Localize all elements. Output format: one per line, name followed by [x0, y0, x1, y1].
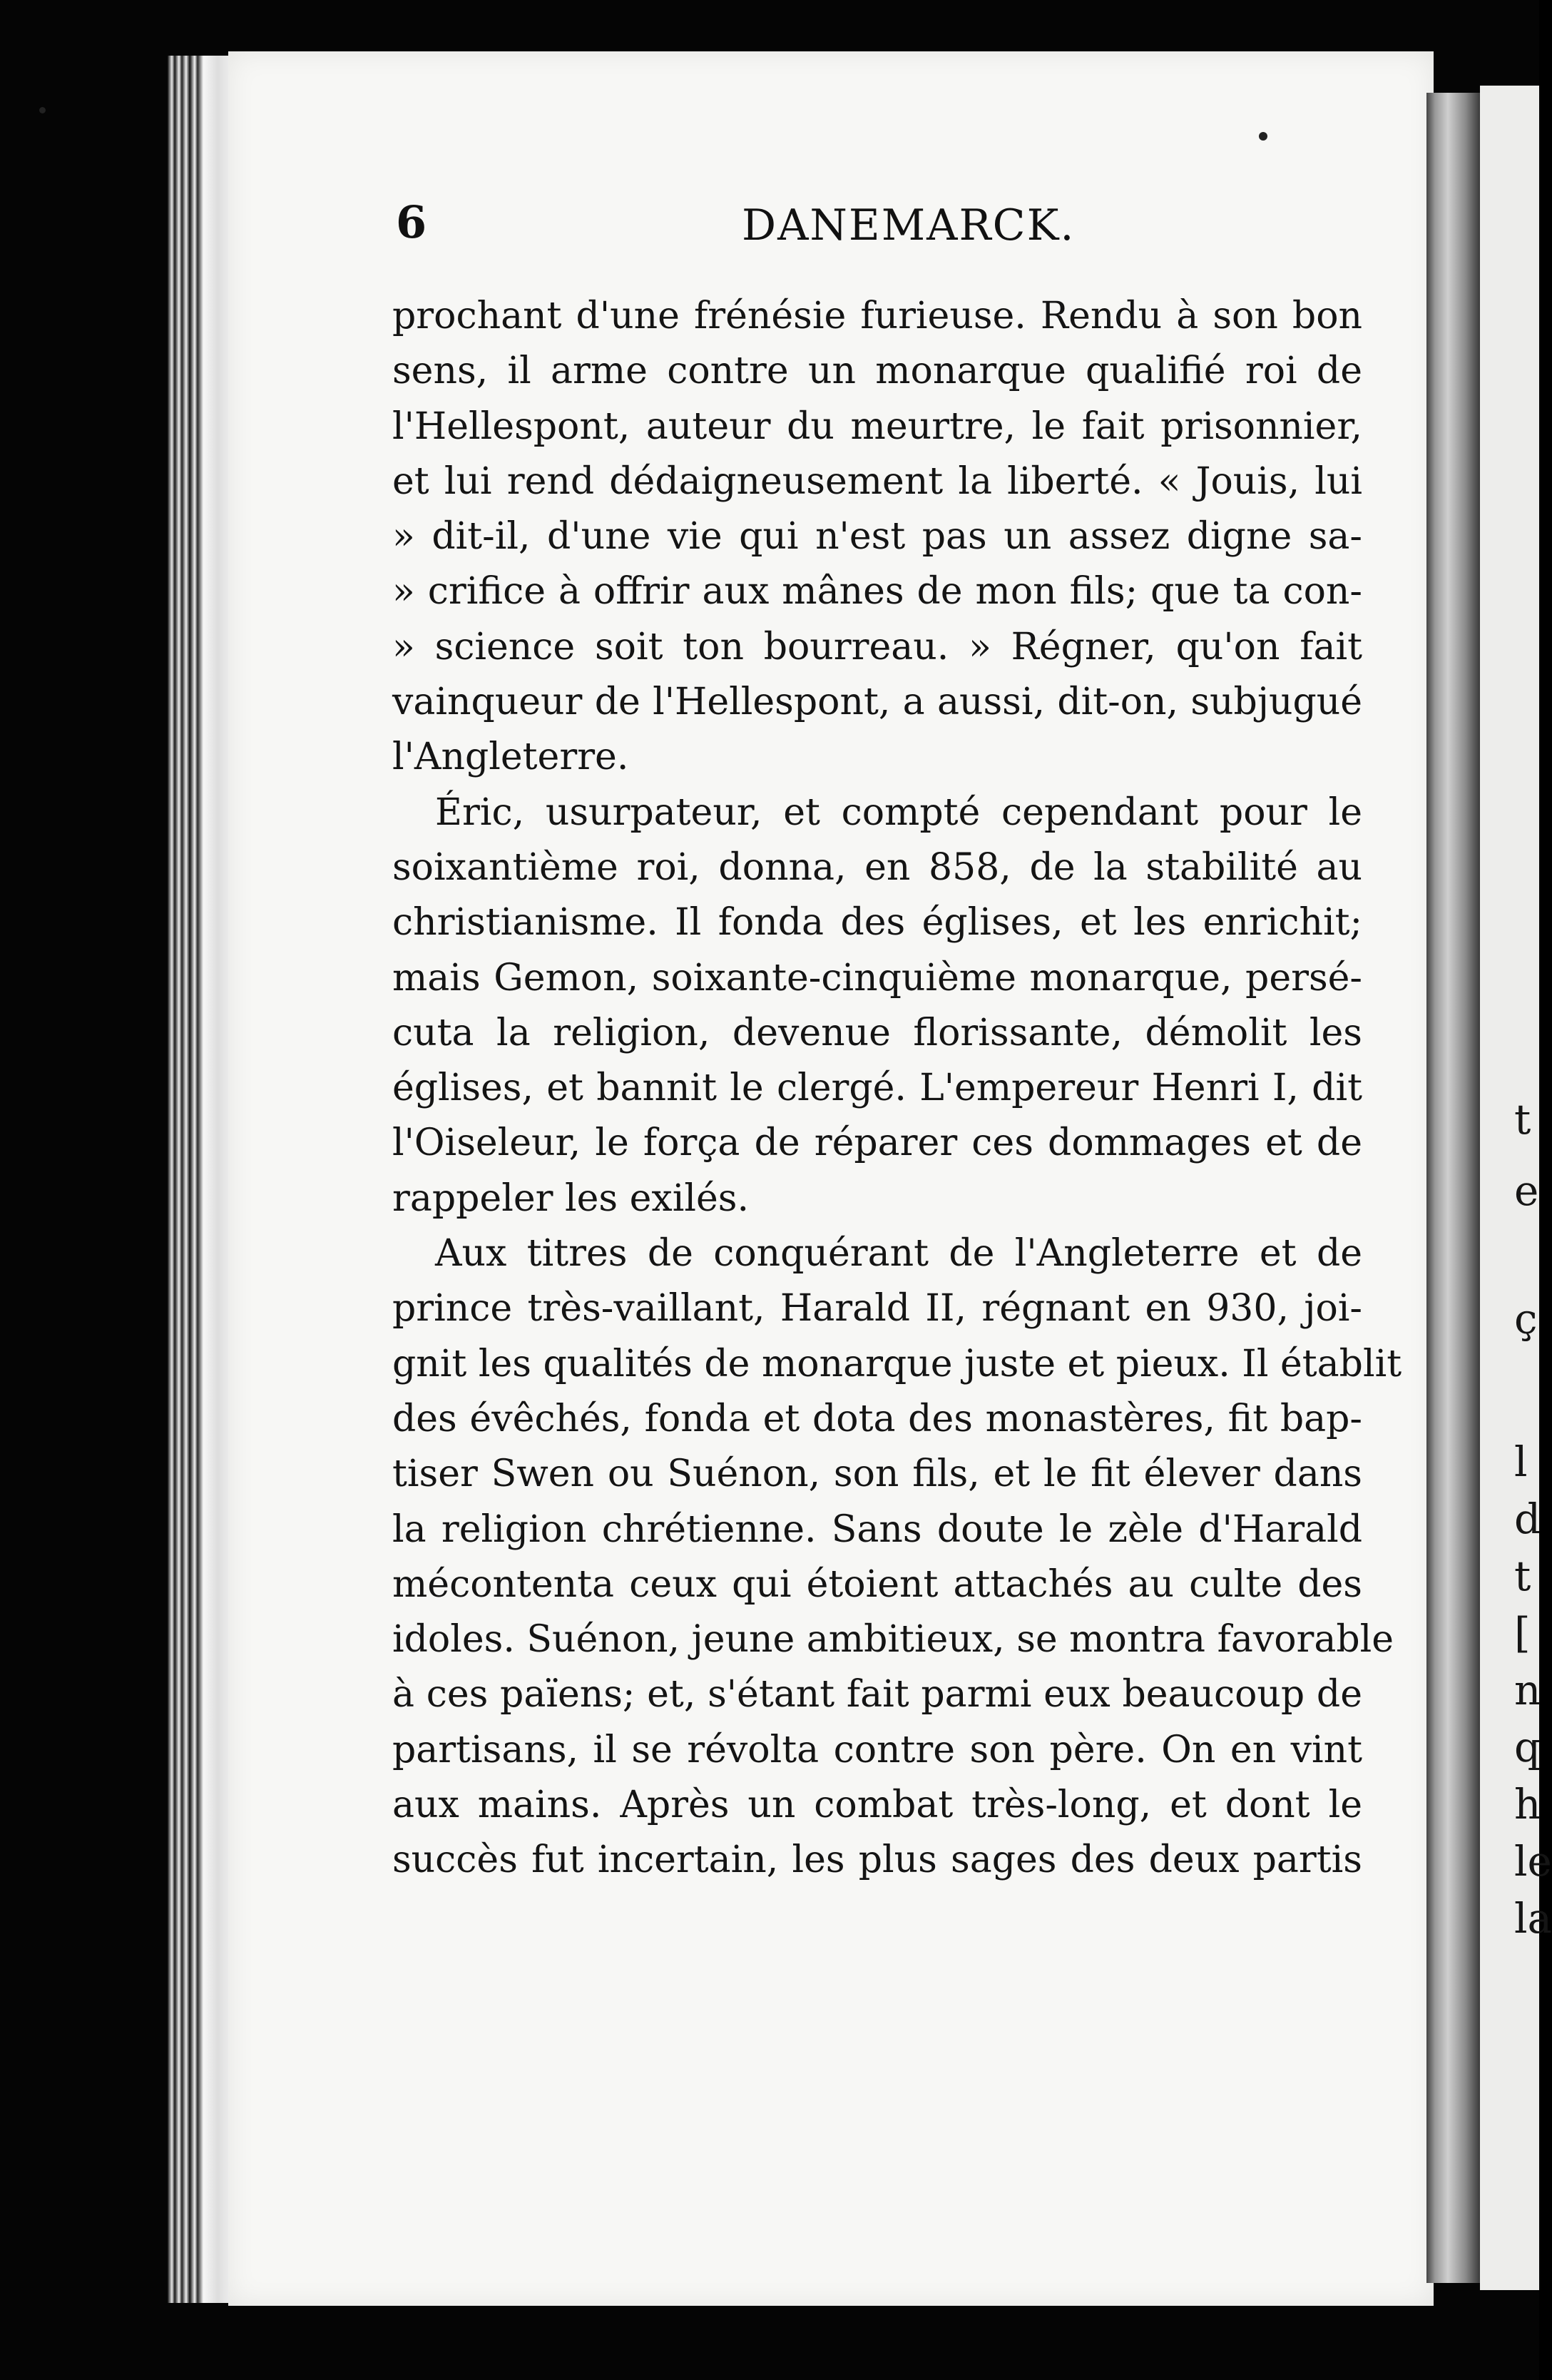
- ink-speck: [1259, 132, 1267, 141]
- body-text: [392, 289, 1402, 1888]
- facing-page-fragment: le: [1514, 1837, 1552, 1886]
- facing-page-fragment: t: [1514, 1552, 1531, 1600]
- page-header: [396, 196, 1341, 260]
- text-line: gnit les qualités de monarque juste et pieux. Il établit: [392, 1342, 1402, 1385]
- text-line: Aux titres de conquérant de l'Angleterre et de: [435, 1232, 1362, 1276]
- text-line: églises, et bannit le clergé. L'empereur Henri I, dit: [392, 1067, 1362, 1110]
- text-line: » science soit ton bourreau. » Régner, qu'on fait: [392, 625, 1362, 668]
- text-line: idoles. Suénon, jeune ambitieux, se montra favorable: [392, 1618, 1394, 1662]
- text-line: prince très-vaillant, Harald II, régnant en 930, joi-: [392, 1287, 1362, 1331]
- page-gutter: [1426, 93, 1480, 2283]
- facing-page-fragment: n: [1514, 1666, 1541, 1714]
- text-line: l'Hellespont, auteur du meurtre, le fait prisonnier,: [392, 405, 1362, 448]
- text-line: mais Gemon, soixante-cinquième monarque, persé-: [392, 956, 1362, 1000]
- text-line: » crifice à offrir aux mânes de mon fils; que ta con-: [392, 570, 1362, 614]
- text-line: l'Oiseleur, le força de réparer ces dommages et de: [392, 1122, 1362, 1165]
- facing-page-fragment: t: [1514, 1095, 1531, 1144]
- text-line: tiser Swen ou Suénon, son fils, et le fit élever dans: [392, 1453, 1362, 1496]
- text-line: prochant d'une frénésie furieuse. Rendu à son bon: [392, 295, 1362, 337]
- text-line: cuta la religion, devenue florissante, démolit les: [392, 1011, 1362, 1054]
- facing-page-sliver: [1480, 86, 1552, 2290]
- text-line: la religion chrétienne. Sans doute le zèle d'Harald: [392, 1507, 1362, 1551]
- text-line: soixantième roi, donna, en 858, de la stabilité au: [392, 845, 1362, 889]
- facing-page-fragment: la: [1514, 1894, 1552, 1943]
- running-head: DANEMARCK.: [742, 200, 1076, 250]
- facing-page-fragment: q: [1514, 1723, 1541, 1771]
- text-line: partisans, il se révolta contre son père. On en vint: [392, 1728, 1362, 1771]
- text-line: et lui rend dédaigneusement la liberté. « Jouis, lui: [392, 459, 1362, 503]
- text-line: aux mains. Après un combat très-long, et dont le: [392, 1784, 1362, 1827]
- text-line: sens, il arme contre un monarque qualifié roi de: [392, 350, 1362, 393]
- text-line: l'Angleterre.: [392, 736, 629, 779]
- facing-page-fragment: ç: [1514, 1295, 1538, 1343]
- text-line: vainqueur de l'Hellespont, a aussi, dit-on, subjugué: [392, 681, 1362, 724]
- facing-page-fragment: [: [1514, 1609, 1531, 1657]
- text-line: christianisme. Il fonda des églises, et les enrichit;: [392, 901, 1362, 945]
- facing-page-fragment: e: [1514, 1166, 1539, 1215]
- facing-page-fragment: l: [1514, 1438, 1528, 1486]
- text-line: succès fut incertain, les plus sages des deux partis: [392, 1839, 1362, 1882]
- ink-speck: [39, 107, 46, 113]
- text-line: mécontenta ceux qui étoient attachés au culte des: [392, 1562, 1362, 1606]
- facing-page-fragment: d: [1514, 1495, 1541, 1543]
- text-line: rappeler les exilés.: [392, 1176, 749, 1220]
- text-line: Éric, usurpateur, et compté cependant pour le: [435, 790, 1362, 834]
- text-line: » dit-il, d'une vie qui n'est pas un assez digne sa-: [392, 515, 1362, 559]
- text-line: des évêchés, fonda et dota des monastères, fit bap-: [392, 1397, 1362, 1440]
- facing-page-fragment: h: [1514, 1780, 1541, 1829]
- page-number: 6: [396, 196, 427, 248]
- text-line: à ces païens; et, s'étant fait parmi eux beaucoup de: [392, 1673, 1362, 1717]
